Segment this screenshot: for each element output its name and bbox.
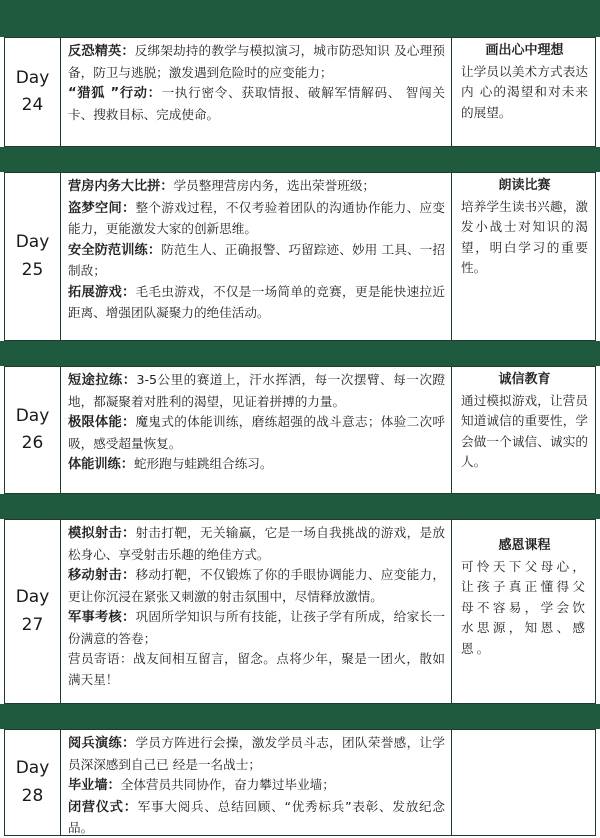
activity-text: 营员寄语：战友间相互留言，留念。点将少年，聚是一团火，散如满天星！ [68, 651, 445, 687]
activity-paragraph [68, 83, 445, 125]
activity-text: 巩固所学知识与所有技能，让孩子学有所成，给家长一份满意的答卷； [68, 609, 446, 646]
activity-paragraph [68, 41, 445, 83]
activity-paragraph [68, 370, 445, 412]
activity-paragraph [68, 454, 445, 476]
activity-title: 军事考核： [68, 610, 136, 625]
day-label [5, 367, 61, 493]
activity-text: 反绑架劫持的教学与模拟演习，城市防恐知识 及心理预备，防卫与逃脱；激发遇到危险时的应变能力； [68, 43, 445, 80]
day-row-26 [4, 366, 596, 494]
activity-title: 体能训练： [68, 457, 134, 472]
activity-title: 安全防范训练： [68, 242, 162, 258]
green-band [0, 704, 600, 729]
activity-text: 魔鬼式的体能训练，磨练超强的战斗意志；体验二次呼吸，感受超量恢复。 [68, 414, 446, 451]
activity-text: 一执行密令、获取情报、破解军情解码、 智闯关卡、搜救目标、完成使命。 [68, 85, 445, 122]
day-word: Day [15, 67, 50, 88]
activity-text: 整个游戏过程，不仅考验着团队的沟通协作能力、应变能力，更能激发大家的创新思维。 [68, 199, 446, 236]
side-activity-text: 培养学生读书兴趣，激发小战士对知识的渴望，明白学习的重要性。 [461, 198, 588, 275]
day-label [5, 730, 61, 835]
side-activity [452, 173, 595, 340]
side-activity [452, 367, 595, 493]
activity-paragraph [68, 649, 445, 690]
side-activity-text: 通过模拟游戏，让营员知道诚信的重要性，学会做一个诚信、诚实的人。 [461, 392, 588, 469]
activity-title: 移动射击： [68, 568, 136, 583]
activity-text: 防范生人、正确报警、巧留踪迹、妙用 工具、一招制敌； [68, 241, 445, 278]
day-label [5, 38, 61, 146]
activity-text: 学员整理营房内务，选出荣誉班级； [173, 178, 375, 193]
activity-title: 拓展游戏： [68, 284, 136, 300]
side-activity-title: 画出心中理想 [485, 43, 564, 58]
day-number: 27 [21, 614, 44, 635]
activity-paragraph [68, 198, 445, 240]
side-activity-title: 诚信教育 [498, 372, 551, 387]
day-activities [61, 520, 452, 703]
activity-paragraph [68, 176, 445, 198]
green-band [0, 0, 600, 37]
activity-title: 盗梦空间： [68, 200, 136, 216]
activity-paragraph [68, 523, 445, 565]
green-band [0, 494, 600, 519]
activity-text: 军事大阅兵、总结回顾、“优秀标兵”表彰、发放纪念品。 [68, 798, 445, 835]
day-number: 24 [21, 95, 44, 115]
day-word: Day [15, 232, 50, 253]
green-band [0, 341, 600, 366]
activity-text: 3-5公里的赛道上，汗水挥洒，每一次摆臂、每一次蹬地，都凝聚着对胜利的渴望，见证着拼搏的力量。 [68, 372, 446, 409]
activity-title: 极限体能： [68, 415, 136, 430]
day-row-27 [4, 519, 596, 704]
activity-paragraph [68, 775, 445, 797]
day-label [5, 173, 61, 340]
activity-title: 毕业墙： [68, 778, 121, 793]
activity-paragraph [68, 607, 445, 649]
day-activities [61, 730, 452, 835]
activity-title: “猎狐 ”行动： [68, 86, 162, 101]
day-number: 26 [21, 433, 44, 453]
day-activities [61, 38, 452, 146]
side-activity [452, 38, 595, 146]
activity-paragraph [68, 565, 445, 607]
activity-title: 短途拉练： [68, 373, 137, 388]
activity-title: 模拟射击： [68, 526, 136, 541]
side-activity-text: 可怜天下父母心，让孩子真正懂得父母不容易，学会饮水思源，知恩、感恩。 [461, 558, 588, 656]
day-activities [61, 173, 452, 340]
side-activity [452, 730, 595, 835]
day-word: Day [15, 758, 50, 779]
day-row-25 [4, 172, 596, 341]
activity-text: 学员方阵进行会操，激发学员斗志，团队荣誉感，让学员深深感到自己已 经是一名战士； [68, 735, 446, 772]
activity-paragraph [68, 282, 445, 324]
day-label [5, 520, 61, 703]
activity-title: 阅兵演练： [68, 736, 136, 751]
activity-title: 闭营仪式： [68, 799, 138, 815]
side-activity-title: 感恩课程 [498, 538, 551, 553]
side-activity [452, 520, 595, 703]
activity-text: 毛毛虫游戏，不仅是一场简单的竞赛，更是能快速拉近距离、增强团队凝聚力的绝佳活动。 [68, 283, 446, 320]
day-row-24 [4, 37, 596, 147]
activity-title: 反恐精英： [68, 44, 135, 59]
activity-paragraph [68, 733, 445, 775]
day-word: Day [15, 587, 50, 608]
side-activity-text: 让学员以美术方式表达内 心的渴望和对未来的展望。 [461, 63, 588, 120]
activity-text: 全体营员共同协作，奋力攀过毕业墙； [120, 777, 335, 792]
day-activities [61, 367, 452, 493]
day-row-28 [4, 729, 596, 836]
activity-paragraph [68, 240, 445, 282]
activity-title: 营房内务大比拼： [68, 179, 174, 194]
activity-text: 蛇形跑与蛙跳组合练习。 [133, 456, 273, 471]
green-band [0, 147, 600, 172]
day-number: 25 [21, 259, 44, 280]
activity-paragraph [68, 412, 445, 454]
activity-text: 射击打靶，无关输赢，它是一场自我挑战的游戏，是放松身心、享受射击乐趣的绝佳方式。 [68, 525, 446, 562]
activity-paragraph [68, 797, 445, 836]
day-word: Day [15, 405, 50, 426]
side-activity-title: 朗读比赛 [498, 178, 551, 193]
day-number: 28 [21, 785, 44, 806]
activity-text: 移动打靶，不仅锻炼了你的手眼协调能力、应变能力，更让你沉浸在紧张又刺激的射击氛围中，尽情释放激情。 [68, 567, 446, 604]
